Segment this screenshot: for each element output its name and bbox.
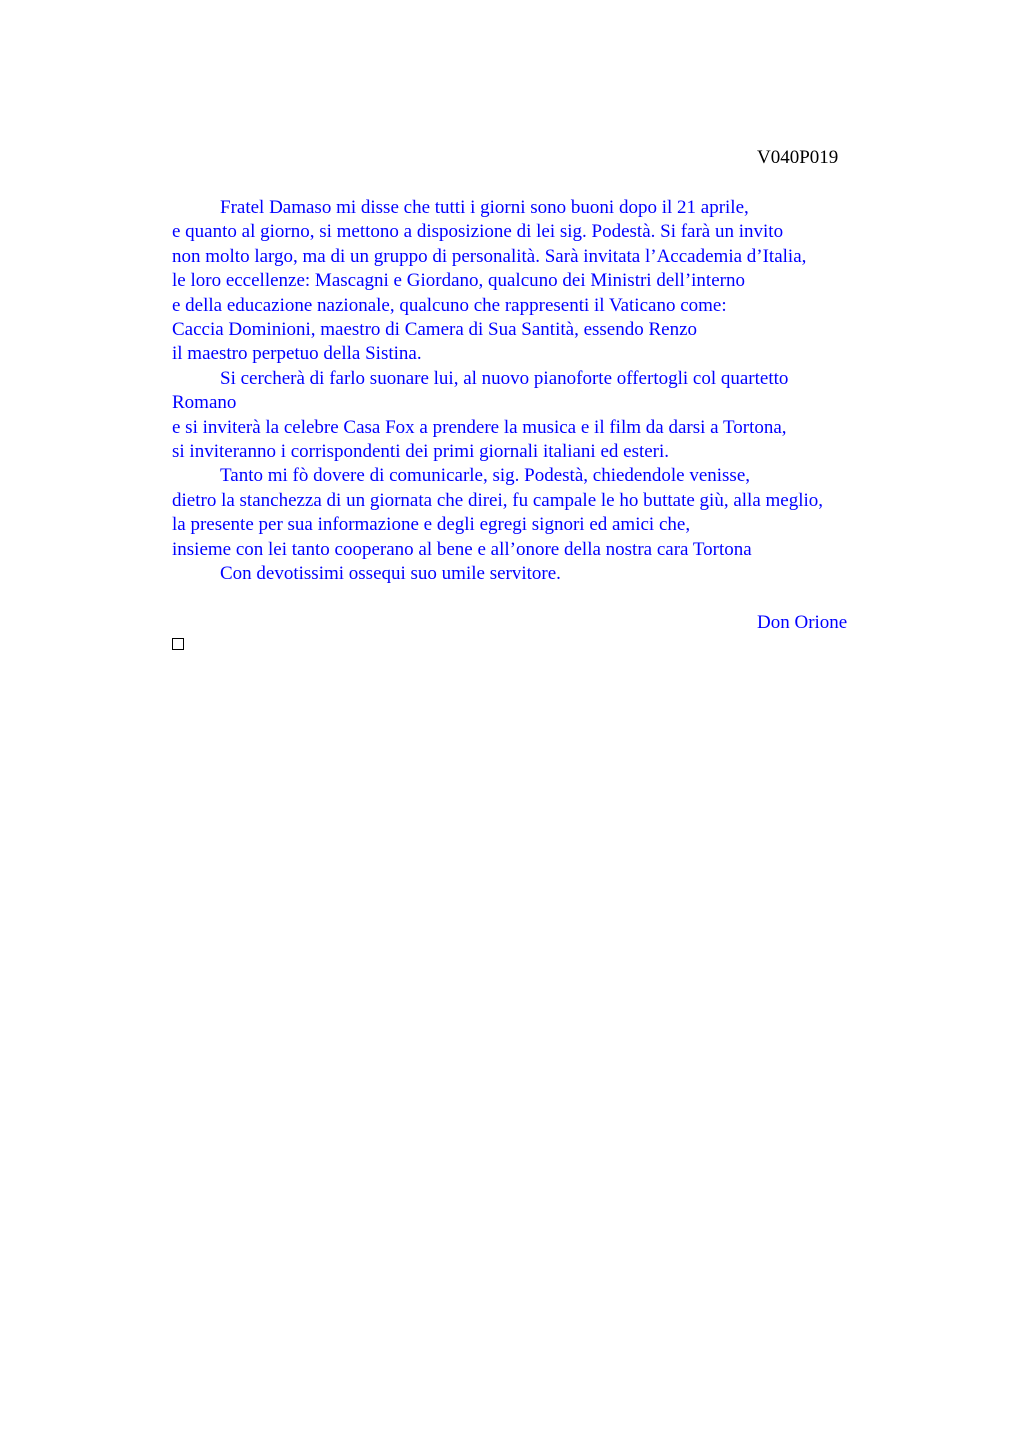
- letter-line: e della educazione nazionale, qualcuno che rappresenti il Vaticano come:: [172, 294, 727, 316]
- letter-line: non molto largo, ma di un gruppo di personalità. Sarà invitata l’Accademia d’Italia,: [172, 245, 807, 267]
- letter-line: e si inviterà la celebre Casa Fox a prendere la musica e il film da darsi a Tortona,: [172, 416, 787, 438]
- page-code: V040P019: [757, 147, 839, 168]
- letter-line: si inviteranno i corrispondenti dei primi giornali italiani ed esteri.: [172, 441, 670, 463]
- letter-line: il maestro perpetuo della Sistina.: [172, 343, 422, 365]
- letter-line: insieme con lei tanto cooperano al bene e all’onore della nostra cara Tortona: [172, 538, 752, 560]
- letter-line: la presente per sua informazione e degli egregi signori ed amici che,: [172, 514, 691, 536]
- letter-line: Fratel Damaso mi disse che tutti i giorni sono buoni dopo il 21 aprile,: [220, 197, 749, 218]
- end-marker-box: [172, 638, 184, 650]
- signature: Don Orione: [757, 612, 848, 633]
- letter-line: Romano: [172, 392, 237, 414]
- letter-line: Si cercherà di farlo suonare lui, al nuovo pianoforte offertogli col quartetto: [220, 367, 789, 389]
- letter-line: e quanto al giorno, si mettono a disposizione di lei sig. Podestà. Si farà un invito: [172, 221, 784, 243]
- letter-line: Caccia Dominioni, maestro di Camera di Sua Santità, essendo Renzo: [172, 319, 698, 341]
- letter-line: dietro la stanchezza di un giornata che direi, fu campale le ho buttate giù, alla meglio,: [172, 489, 824, 511]
- letter-line: Tanto mi fò dovere di comunicarle, sig. Podestà, chiedendole venisse,: [220, 465, 750, 487]
- letter-body: [172, 196, 892, 587]
- letter-line: le loro eccellenze: Mascagni e Giordano, qualcuno dei Ministri dell’interno: [172, 270, 745, 292]
- letter-line: Con devotissimi ossequi suo umile servitore.: [220, 563, 561, 585]
